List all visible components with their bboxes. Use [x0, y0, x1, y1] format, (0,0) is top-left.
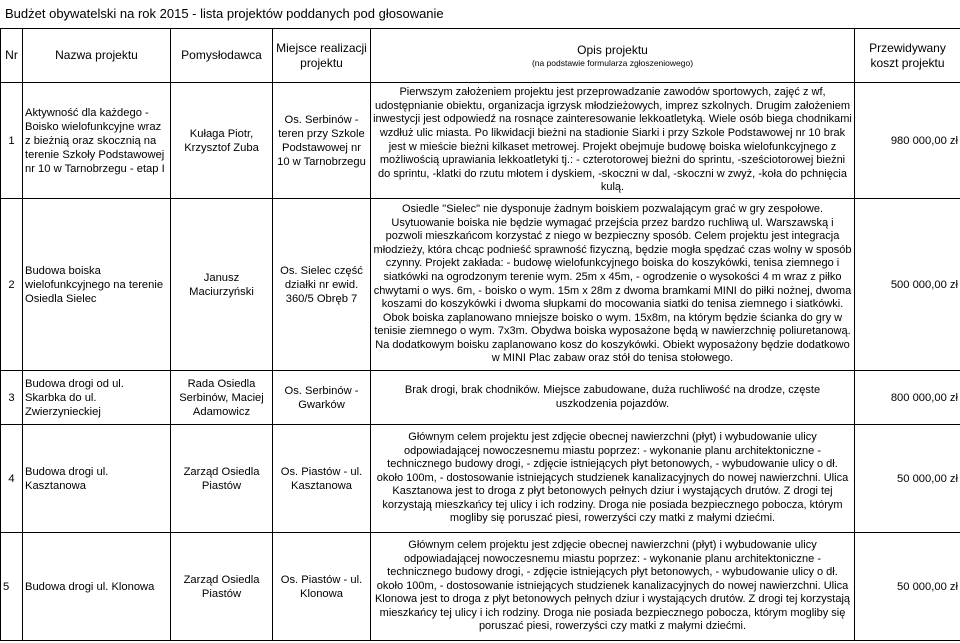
row-nr: 3 — [1, 371, 23, 425]
row-nazwa: Aktywność dla każdego - Boisko wielofunkcyjne wraz z bieżnią oraz skocznią na terenie Szkoły Podstawowej nr 10 w Tarnobrzegu - etap I — [23, 83, 171, 199]
header-row — [1, 29, 960, 83]
header-nazwa: Nazwa projektu — [23, 29, 171, 83]
header-opis — [371, 29, 855, 83]
table-row — [1, 425, 960, 533]
row-nazwa: Budowa drogi ul. Kasztanowa — [23, 425, 171, 533]
table-row — [1, 199, 960, 371]
header-koszt — [855, 29, 960, 83]
row-koszt: 800 000,00 zł — [855, 371, 960, 425]
row-nr: 1 — [1, 83, 23, 199]
row-opis: Brak drogi, brak chodników. Miejsce zabudowane, duża ruchliwość na drodze, częste uszkodzenia pojazdów. — [371, 371, 855, 425]
row-opis: Pierwszym założeniem projektu jest przeprowadzanie zawodów sportowych, zajęć z wf, udostępnianie obiektu, organizacja igrzysk młodzieżowych, imprez szkolnych. Drugim założeniem inwestycji jest odpowiedź na rosnące zainteresowanie lekkoatletyką. Wiele osób biega chodnikami wzdłuż ulic miasta. Po likwidacji bieżni na stadionie Siarki i przy Szkole Podstawowej nr 10 brak jest w mieście bieżni kilkaset metrowej. Projekt obejmuje budowę boiska wielofunkcyjnego z możliwością uprawiania lekkoatletyki tj.: - czterotorowej bieżni do sprintu, -sześciotorowej bieżni do sprintu, -klatki do rzutu młotem i dyskiem, -skoczni w dal, -skoczni w zwyż, -koła do pchnięcia kulą. — [371, 83, 855, 199]
header-koszt-line2: koszt projektu — [870, 55, 945, 70]
row-nr: 2 — [1, 199, 23, 371]
table-row — [1, 533, 960, 641]
table-row — [1, 83, 960, 199]
header-koszt-line1: Przewidywany — [869, 40, 946, 55]
row-miejsce: Os. Serbinów - Gwarków — [273, 371, 371, 425]
header-miejsce-line1: Miejsce realizacji — [276, 40, 367, 55]
row-opis: Głównym celem projektu jest zdjęcie obecnej nawierzchni (płyt) i wybudowanie ulicy odpowiadającej nowoczesnemu miastu poprzez: - wykonanie planu architektoniczne - technicznego budowy drogi, - zdjęcie istniejących płyt betonowych, - wybudowanie ulicy o dł. około 100m, - dostosowanie istniejących studzienek kanalizacyjnych do nowej nawierzchni. Ulica Klonowa jest to droga z płyt betonowych pełnych dziur i wystających drutów. Z drogi tej korzystają mieszkańcy tej ulicy i ich rodziny. Droga nie posiada bezpiecznego pobocza, którym mogliby się poruszać piesi, rowerzyści czy matki z małymi dziećmi. — [371, 533, 855, 641]
row-koszt: 50 000,00 zł — [855, 425, 960, 533]
row-nr: 5 — [1, 533, 23, 641]
header-pomyslodawca: Pomysłodawca — [171, 29, 273, 83]
row-miejsce: Os. Sielec część działki nr ewid. 360/5 Obręb 7 — [273, 199, 371, 371]
row-pomyslodawca: Kułaga Piotr, Krzysztof Zuba — [171, 83, 273, 199]
header-miejsce-line2: projektu — [300, 55, 343, 70]
row-opis: Głównym celem projektu jest zdjęcie obecnej nawierzchni (płyt) i wybudowanie ulicy odpowiadającej nowoczesnemu miastu poprzez: - wykonanie planu architektoniczne - technicznego budowy drogi, - zdjęcie istniejących płyt betonowych, - wybudowanie ulicy o dł. około 100m, - dostosowanie istniejących studzienek kanalizacyjnych do nowej nawierzchni. Ulica Kasztanowa jest to droga z płyt betonowych pełnych dziur i wystających drutów. Z drogi tej korzystają mieszkańcy tej ulicy i ich rodziny. Droga nie posiada bezpiecznego pobocza, którym mogliby się poruszać piesi, rowerzyści czy matki z małymi dziećmi. — [371, 425, 855, 533]
header-opis-label: Opis projektu — [577, 42, 648, 57]
row-miejsce: Os. Piastów - ul. Kasztanowa — [273, 425, 371, 533]
row-nazwa: Budowa boiska wielofunkcyjnego na terenie Osiedla Sielec — [23, 199, 171, 371]
row-opis: Osiedle "Sielec" nie dysponuje żadnym boiskiem pozwalającym grać w gry zespołowe. Usytuowanie boiska nie będzie wymagać przejścia przez bardzo ruchliwą ul. Warszawską i pozwoli mieszkańcom korzystać z niego w bezpieczny sposób. Celem projektu jest integracja młodzieży, która chcąc podnieść sprawność fizyczną, będzie mogła spędzać czas wolny w sposób czynny. Projekt zakłada: - budowę wielofunkcyjnego boiska do koszykówki, tenisa ziemnego i siatkówki na ogrodzonym terenie wym. 25m x 45m, - ogrodzenie o wysokości 4 m wraz z piłko chwytami o wys. 6m, - boisko o wym. 15m x 28m z dwoma bramkami MINI do piłki nożnej, dwoma koszami do koszykówki i dwoma słupkami do mocowania siatki do tenisa ziemnego i siatkówki. Obok boiska zaplanowano mniejsze boisko o wym. 15x8m, na którym będzie ścianka do gry w tenisie ziemnego o wym. 7x3m. Obydwa boiska wyposażone będą w nawierzchnię poliuretanową. Na dodatkowym boisku zaplanowano kosz do koszykówki. Obiekt wyposażony będzie dodatkowo w MINI Plac zabaw oraz stół do tenisa stołowego. — [371, 199, 855, 371]
row-pomyslodawca: Zarząd Osiedla Piastów — [171, 425, 273, 533]
row-koszt: 980 000,00 zł — [855, 83, 960, 199]
row-nr: 4 — [1, 425, 23, 533]
row-pomyslodawca: Janusz Maciurzyński — [171, 199, 273, 371]
table-row — [1, 371, 960, 425]
projects-table — [0, 28, 960, 641]
header-opis-sub: (na podstawie formularza zgłoszeniowego) — [531, 57, 694, 68]
header-miejsce — [273, 29, 371, 83]
row-pomyslodawca: Rada Osiedla Serbinów, Maciej Adamowicz — [171, 371, 273, 425]
row-koszt: 50 000,00 zł — [855, 533, 960, 641]
header-nr: Nr — [1, 29, 23, 83]
row-nazwa: Budowa drogi ul. Klonowa — [23, 533, 171, 641]
row-miejsce: Os. Piastów - ul. Klonowa — [273, 533, 371, 641]
row-nazwa: Budowa drogi od ul. Skarbka do ul. Zwierzynieckiej — [23, 371, 171, 425]
page-title: Budżet obywatelski na rok 2015 - lista projektów poddanych pod głosowanie — [5, 6, 444, 21]
row-miejsce: Os. Serbinów - teren przy Szkole Podstawowej nr 10 w Tarnobrzegu — [273, 83, 371, 199]
row-pomyslodawca: Zarząd Osiedla Piastów — [171, 533, 273, 641]
row-koszt: 500 000,00 zł — [855, 199, 960, 371]
